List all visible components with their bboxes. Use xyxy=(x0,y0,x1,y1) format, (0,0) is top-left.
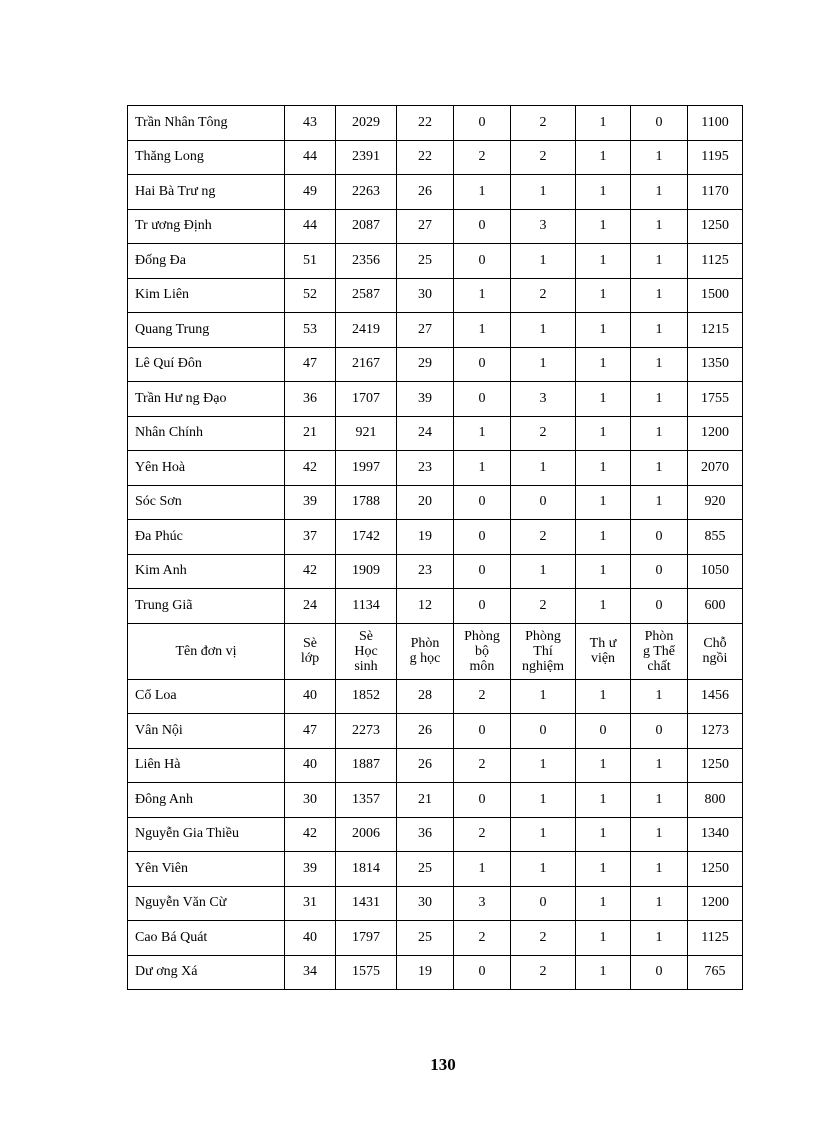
value-cell: 0 xyxy=(454,955,511,990)
value-cell: 1 xyxy=(576,244,631,279)
unit-name-cell: Nhân Chính xyxy=(128,416,285,451)
column-header-line: Thí xyxy=(533,643,553,659)
column-header-line: chất xyxy=(647,658,671,674)
value-cell: 1 xyxy=(576,106,631,141)
value-cell: 1 xyxy=(576,382,631,417)
unit-name-cell: Đống Đa xyxy=(128,244,285,279)
value-cell: 1 xyxy=(576,347,631,382)
value-cell: 1 xyxy=(631,852,688,887)
table-row xyxy=(128,679,743,714)
value-cell: 1 xyxy=(576,554,631,589)
table-row xyxy=(128,554,743,589)
value-cell: 26 xyxy=(397,175,454,210)
value-cell: 1 xyxy=(511,451,576,486)
value-cell: 39 xyxy=(285,852,336,887)
value-cell: 22 xyxy=(397,140,454,175)
unit-name-cell: Quang Trung xyxy=(128,313,285,348)
column-header xyxy=(397,623,454,679)
value-cell: 1 xyxy=(454,278,511,313)
column-header-line: Sè xyxy=(303,636,317,651)
page-number: 130 xyxy=(430,1055,456,1074)
unit-name-cell: Cao Bá Quát xyxy=(128,921,285,956)
table-row xyxy=(128,347,743,382)
value-cell: 42 xyxy=(285,817,336,852)
value-cell: 0 xyxy=(631,589,688,624)
value-cell: 2029 xyxy=(336,106,397,141)
value-cell: 1125 xyxy=(688,244,743,279)
table-row xyxy=(128,817,743,852)
value-cell: 24 xyxy=(285,589,336,624)
value-cell: 2 xyxy=(454,679,511,714)
school-facilities-table xyxy=(127,105,743,990)
value-cell: 1250 xyxy=(688,209,743,244)
column-header xyxy=(576,623,631,679)
value-cell: 1 xyxy=(576,175,631,210)
value-cell: 1 xyxy=(511,783,576,818)
value-cell: 1852 xyxy=(336,679,397,714)
value-cell: 0 xyxy=(631,520,688,555)
value-cell: 0 xyxy=(631,554,688,589)
value-cell: 1 xyxy=(511,748,576,783)
table-row xyxy=(128,852,743,887)
value-cell: 1 xyxy=(631,313,688,348)
value-cell: 1 xyxy=(631,817,688,852)
unit-name-cell: Trần Nhân Tông xyxy=(128,106,285,141)
value-cell: 600 xyxy=(688,589,743,624)
value-cell: 0 xyxy=(454,589,511,624)
value-cell: 39 xyxy=(397,382,454,417)
value-cell: 1 xyxy=(631,416,688,451)
value-cell: 2 xyxy=(511,921,576,956)
value-cell: 1 xyxy=(631,886,688,921)
value-cell: 0 xyxy=(631,106,688,141)
value-cell: 23 xyxy=(397,554,454,589)
value-cell: 1 xyxy=(511,175,576,210)
value-cell: 34 xyxy=(285,955,336,990)
value-cell: 2 xyxy=(511,955,576,990)
value-cell: 47 xyxy=(285,347,336,382)
value-cell: 51 xyxy=(285,244,336,279)
column-header xyxy=(128,623,285,679)
column-header-line: g học xyxy=(409,651,441,666)
column-header xyxy=(511,623,576,679)
value-cell: 43 xyxy=(285,106,336,141)
column-header-line: bộ xyxy=(475,643,489,659)
column-header-line: viện xyxy=(590,651,616,666)
value-cell: 2263 xyxy=(336,175,397,210)
value-cell: 39 xyxy=(285,485,336,520)
value-cell: 40 xyxy=(285,679,336,714)
table-row xyxy=(128,209,743,244)
value-cell: 1 xyxy=(631,382,688,417)
value-cell: 0 xyxy=(511,485,576,520)
unit-name-cell: Lê Quí Đôn xyxy=(128,347,285,382)
table-row xyxy=(128,485,743,520)
value-cell: 47 xyxy=(285,714,336,749)
value-cell: 1195 xyxy=(688,140,743,175)
value-cell: 2 xyxy=(454,921,511,956)
value-cell: 2070 xyxy=(688,451,743,486)
column-header-line: g Thể xyxy=(642,643,675,659)
table-row xyxy=(128,451,743,486)
table-row xyxy=(128,244,743,279)
value-cell: 1788 xyxy=(336,485,397,520)
value-cell: 1 xyxy=(511,313,576,348)
table-row xyxy=(128,140,743,175)
unit-name-cell: Dư ơng Xá xyxy=(128,955,285,990)
value-cell: 0 xyxy=(454,520,511,555)
table-row xyxy=(128,921,743,956)
value-cell: 1 xyxy=(631,347,688,382)
value-cell: 0 xyxy=(454,714,511,749)
value-cell: 2273 xyxy=(336,714,397,749)
value-cell: 2587 xyxy=(336,278,397,313)
value-cell: 0 xyxy=(454,485,511,520)
unit-name-cell: Thăng Long xyxy=(128,140,285,175)
value-cell: 25 xyxy=(397,244,454,279)
value-cell: 1 xyxy=(576,748,631,783)
value-cell: 1 xyxy=(576,589,631,624)
value-cell: 22 xyxy=(397,106,454,141)
value-cell: 1170 xyxy=(688,175,743,210)
value-cell: 855 xyxy=(688,520,743,555)
value-cell: 1 xyxy=(631,783,688,818)
value-cell: 0 xyxy=(454,209,511,244)
value-cell: 30 xyxy=(397,886,454,921)
value-cell: 26 xyxy=(397,714,454,749)
value-cell: 0 xyxy=(454,106,511,141)
value-cell: 1 xyxy=(576,783,631,818)
value-cell: 2 xyxy=(454,817,511,852)
value-cell: 2419 xyxy=(336,313,397,348)
value-cell: 921 xyxy=(336,416,397,451)
value-cell: 2167 xyxy=(336,347,397,382)
value-cell: 2 xyxy=(511,140,576,175)
value-cell: 1 xyxy=(576,209,631,244)
value-cell: 1250 xyxy=(688,852,743,887)
value-cell: 1 xyxy=(511,244,576,279)
value-cell: 0 xyxy=(631,714,688,749)
value-cell: 1 xyxy=(631,679,688,714)
value-cell: 19 xyxy=(397,520,454,555)
value-cell: 920 xyxy=(688,485,743,520)
value-cell: 3 xyxy=(511,382,576,417)
value-cell: 1456 xyxy=(688,679,743,714)
value-cell: 1100 xyxy=(688,106,743,141)
unit-name-cell: Trần Hư ng Đạo xyxy=(128,382,285,417)
value-cell: 49 xyxy=(285,175,336,210)
value-cell: 1707 xyxy=(336,382,397,417)
table-row xyxy=(128,748,743,783)
value-cell: 2 xyxy=(511,520,576,555)
value-cell: 36 xyxy=(397,817,454,852)
value-cell: 1997 xyxy=(336,451,397,486)
value-cell: 21 xyxy=(397,783,454,818)
value-cell: 53 xyxy=(285,313,336,348)
table-row xyxy=(128,382,743,417)
unit-name-cell: Sóc Sơn xyxy=(128,485,285,520)
value-cell: 40 xyxy=(285,748,336,783)
value-cell: 1 xyxy=(576,921,631,956)
column-header xyxy=(336,623,397,679)
column-header-line: ngồi xyxy=(702,651,728,666)
value-cell: 0 xyxy=(576,714,631,749)
column-header xyxy=(631,623,688,679)
column-header xyxy=(688,623,743,679)
value-cell: 1 xyxy=(576,278,631,313)
value-cell: 42 xyxy=(285,451,336,486)
column-header-line: môn xyxy=(469,658,495,674)
value-cell: 1215 xyxy=(688,313,743,348)
unit-name-cell: Yên Viên xyxy=(128,852,285,887)
column-header-line: Học xyxy=(354,643,378,659)
value-cell: 1 xyxy=(576,416,631,451)
column-header-line: sinh xyxy=(354,658,378,674)
value-cell: 1 xyxy=(511,817,576,852)
unit-name-cell: Trung Giã xyxy=(128,589,285,624)
value-cell: 1 xyxy=(631,209,688,244)
value-cell: 2 xyxy=(454,140,511,175)
value-cell: 20 xyxy=(397,485,454,520)
value-cell: 2 xyxy=(454,748,511,783)
value-cell: 23 xyxy=(397,451,454,486)
unit-name-cell: Kim Anh xyxy=(128,554,285,589)
value-cell: 0 xyxy=(631,955,688,990)
value-cell: 1273 xyxy=(688,714,743,749)
value-cell: 36 xyxy=(285,382,336,417)
value-cell: 2 xyxy=(511,106,576,141)
unit-name-cell: Đông Anh xyxy=(128,783,285,818)
value-cell: 52 xyxy=(285,278,336,313)
value-cell: 2 xyxy=(511,589,576,624)
unit-name-cell: Hai Bà Trư ng xyxy=(128,175,285,210)
value-cell: 1134 xyxy=(336,589,397,624)
unit-name-cell: Tr ương Định xyxy=(128,209,285,244)
unit-name-cell: Nguyễn Văn Cừ xyxy=(128,886,285,921)
value-cell: 2 xyxy=(511,278,576,313)
table-row xyxy=(128,886,743,921)
value-cell: 1 xyxy=(631,140,688,175)
value-cell: 0 xyxy=(454,554,511,589)
value-cell: 1200 xyxy=(688,886,743,921)
value-cell: 1 xyxy=(576,520,631,555)
value-cell: 1 xyxy=(631,748,688,783)
value-cell: 29 xyxy=(397,347,454,382)
value-cell: 1250 xyxy=(688,748,743,783)
value-cell: 1 xyxy=(631,451,688,486)
value-cell: 1 xyxy=(511,347,576,382)
value-cell: 800 xyxy=(688,783,743,818)
column-header-line: Phòn xyxy=(644,628,674,644)
value-cell: 0 xyxy=(511,886,576,921)
value-cell: 31 xyxy=(285,886,336,921)
value-cell: 37 xyxy=(285,520,336,555)
value-cell: 2087 xyxy=(336,209,397,244)
value-cell: 1 xyxy=(454,416,511,451)
unit-name-cell: Đa Phúc xyxy=(128,520,285,555)
value-cell: 1742 xyxy=(336,520,397,555)
column-header-line: Tên đơn vị xyxy=(175,643,237,659)
value-cell: 2006 xyxy=(336,817,397,852)
value-cell: 1 xyxy=(631,175,688,210)
value-cell: 1 xyxy=(576,886,631,921)
value-cell: 30 xyxy=(285,783,336,818)
value-cell: 27 xyxy=(397,209,454,244)
column-header-line: Phòng xyxy=(464,628,500,644)
value-cell: 1200 xyxy=(688,416,743,451)
value-cell: 2 xyxy=(511,416,576,451)
value-cell: 44 xyxy=(285,209,336,244)
value-cell: 30 xyxy=(397,278,454,313)
column-header-line: nghiệm xyxy=(522,658,564,674)
unit-name-cell: Cổ Loa xyxy=(128,679,285,714)
value-cell: 765 xyxy=(688,955,743,990)
value-cell: 1125 xyxy=(688,921,743,956)
value-cell: 1797 xyxy=(336,921,397,956)
value-cell: 1814 xyxy=(336,852,397,887)
column-header-line: Phòng xyxy=(525,628,561,644)
value-cell: 1 xyxy=(454,313,511,348)
value-cell: 3 xyxy=(454,886,511,921)
value-cell: 26 xyxy=(397,748,454,783)
value-cell: 1 xyxy=(631,244,688,279)
table-row xyxy=(128,278,743,313)
value-cell: 2391 xyxy=(336,140,397,175)
value-cell: 1 xyxy=(576,313,631,348)
value-cell: 1 xyxy=(576,485,631,520)
value-cell: 1909 xyxy=(336,554,397,589)
value-cell: 40 xyxy=(285,921,336,956)
table-row xyxy=(128,714,743,749)
value-cell: 1575 xyxy=(336,955,397,990)
value-cell: 25 xyxy=(397,921,454,956)
value-cell: 1 xyxy=(631,278,688,313)
value-cell: 0 xyxy=(454,347,511,382)
value-cell: 12 xyxy=(397,589,454,624)
table-row xyxy=(128,520,743,555)
value-cell: 1 xyxy=(631,485,688,520)
value-cell: 0 xyxy=(454,382,511,417)
value-cell: 1340 xyxy=(688,817,743,852)
value-cell: 1 xyxy=(511,852,576,887)
value-cell: 25 xyxy=(397,852,454,887)
unit-name-cell: Yên Hoà xyxy=(128,451,285,486)
value-cell: 28 xyxy=(397,679,454,714)
value-cell: 21 xyxy=(285,416,336,451)
value-cell: 1 xyxy=(511,554,576,589)
value-cell: 2356 xyxy=(336,244,397,279)
value-cell: 1755 xyxy=(688,382,743,417)
value-cell: 27 xyxy=(397,313,454,348)
column-header-line: Phòn xyxy=(410,636,440,651)
value-cell: 42 xyxy=(285,554,336,589)
value-cell: 3 xyxy=(511,209,576,244)
column-header-line: Chỗ xyxy=(703,636,727,651)
value-cell: 44 xyxy=(285,140,336,175)
value-cell: 1 xyxy=(511,679,576,714)
value-cell: 1 xyxy=(631,921,688,956)
value-cell: 1357 xyxy=(336,783,397,818)
value-cell: 1887 xyxy=(336,748,397,783)
column-header xyxy=(285,623,336,679)
table-row xyxy=(128,783,743,818)
value-cell: 0 xyxy=(454,244,511,279)
value-cell: 1500 xyxy=(688,278,743,313)
value-cell: 1350 xyxy=(688,347,743,382)
value-cell: 1431 xyxy=(336,886,397,921)
column-header-line: Th ư xyxy=(589,636,617,651)
value-cell: 1 xyxy=(576,955,631,990)
value-cell: 0 xyxy=(454,783,511,818)
value-cell: 24 xyxy=(397,416,454,451)
value-cell: 1 xyxy=(576,451,631,486)
table-row xyxy=(128,175,743,210)
unit-name-cell: Vân Nội xyxy=(128,714,285,749)
table-row xyxy=(128,955,743,990)
table-header-row xyxy=(128,623,743,679)
value-cell: 1 xyxy=(454,175,511,210)
value-cell: 0 xyxy=(511,714,576,749)
value-cell: 1 xyxy=(576,817,631,852)
value-cell: 1 xyxy=(454,451,511,486)
value-cell: 1050 xyxy=(688,554,743,589)
table-row xyxy=(128,313,743,348)
table-row xyxy=(128,106,743,141)
column-header-line: Sè xyxy=(359,628,373,644)
value-cell: 1 xyxy=(576,852,631,887)
value-cell: 19 xyxy=(397,955,454,990)
table-row xyxy=(128,416,743,451)
column-header xyxy=(454,623,511,679)
unit-name-cell: Liên Hà xyxy=(128,748,285,783)
unit-name-cell: Nguyễn Gia Thiều xyxy=(128,817,285,852)
column-header-line: lớp xyxy=(300,651,320,666)
value-cell: 1 xyxy=(576,140,631,175)
value-cell: 1 xyxy=(454,852,511,887)
table-row xyxy=(128,589,743,624)
unit-name-cell: Kim Liên xyxy=(128,278,285,313)
value-cell: 1 xyxy=(576,679,631,714)
